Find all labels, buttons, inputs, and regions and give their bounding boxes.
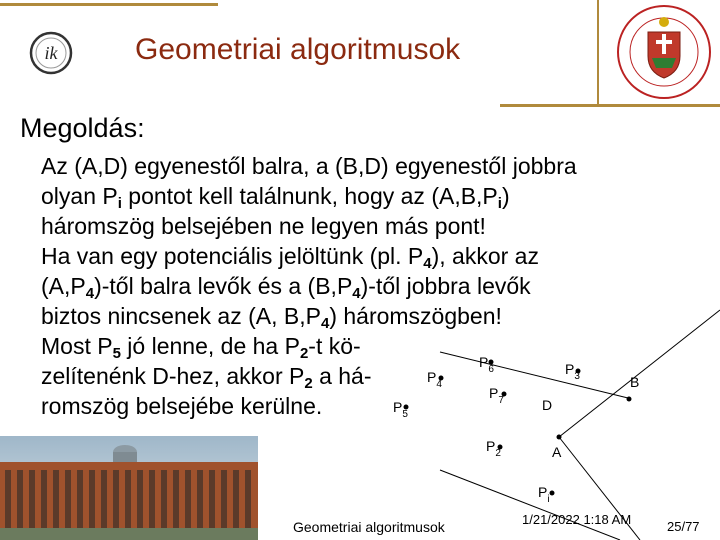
point-a xyxy=(557,435,562,440)
text-line: Ha van egy potenciális jelöltünk (pl. $P_4$), akkor az xyxy=(41,243,539,272)
text-line: olyan $P_i$ pontot kell találnunk, hogy az $(A,B,P_i)$ xyxy=(41,183,510,212)
page-title: Geometriai algoritmusok xyxy=(135,33,461,66)
label-p4: $P_4$ xyxy=(427,369,442,390)
line-a-b xyxy=(559,310,720,437)
building-photo xyxy=(0,436,258,540)
point-pi xyxy=(550,491,555,496)
label-p5: $P_5$ xyxy=(393,399,408,420)
label-p7: $P_7$ xyxy=(489,385,504,406)
point-b xyxy=(627,397,632,402)
label-pi: $P_i$ xyxy=(538,484,550,505)
footer-date: 1/21/2022 1:18 AM xyxy=(522,512,632,527)
text-line: romszög belsejébe kerülne. xyxy=(41,393,323,419)
label-p2: $P_2$ xyxy=(486,438,501,459)
label-p3: $P_3$ xyxy=(565,361,580,382)
page-number: 25/77 xyxy=(667,519,700,534)
text-line: háromszög belsejében ne legyen más pont! xyxy=(41,213,486,239)
text-line: $(A,P_4)$-től balra levők és a $(B,P_4)$-től jobbra levők xyxy=(41,273,531,302)
text-line: biztos nincsenek az (A, $B,P_4$) háromszögben! xyxy=(41,303,502,332)
text-line: Az (A,D) egyenestől balra, a (B,D) egyenestől jobbra xyxy=(41,153,577,179)
line-d-b xyxy=(440,352,628,398)
label-a: A xyxy=(552,444,562,460)
label-d: D xyxy=(542,397,553,413)
text-line: Most $P_5$ jó lenne, de ha $P_2-t$ kö- xyxy=(41,333,361,362)
text-line: zelítenénk D-hez, akkor $P_2$ a há- xyxy=(41,363,372,392)
label-b: B xyxy=(630,374,640,390)
svg-text:ik: ik xyxy=(44,43,58,63)
footer-title: Geometriai algoritmusok xyxy=(293,519,445,535)
label-p6: $P_6$ xyxy=(479,354,494,375)
section-heading: Megoldás: xyxy=(20,113,145,143)
